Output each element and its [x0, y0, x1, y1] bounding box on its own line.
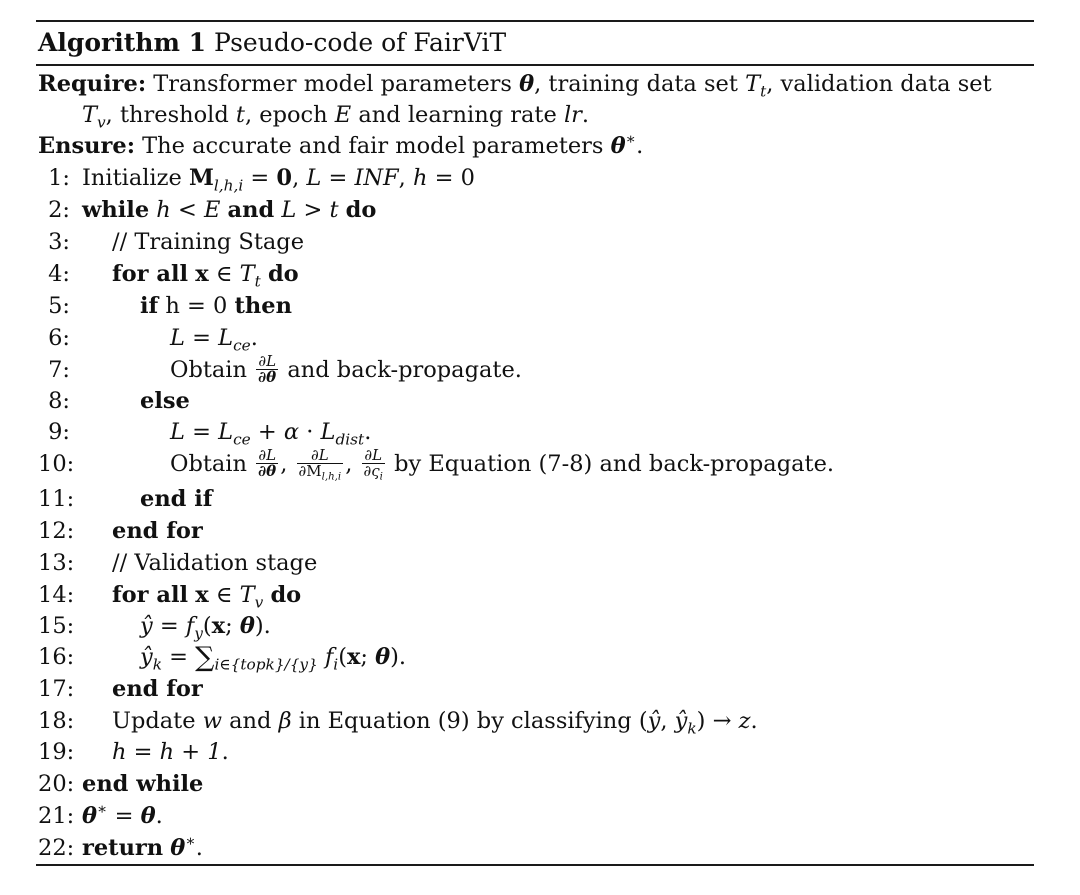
caption-rule [36, 64, 1034, 66]
line-number: 1: [48, 165, 70, 191]
algo-line-4: 4: for all x ∈ $T_t$ do [48, 261, 299, 291]
fraction: $\frac{\partial L}{\partial\varsigma_i}$ [363, 445, 383, 483]
algo-line-19: 19: h = h + 1. [38, 739, 229, 765]
algo-line-8: 8: else [48, 388, 190, 414]
algo-line-20: 20: end while [38, 771, 204, 797]
algorithm-label: Algorithm 1 [38, 28, 206, 57]
ensure-label: Ensure: [38, 133, 136, 159]
comment: // Training Stage [112, 229, 305, 255]
summation-symbol: ∑ [195, 642, 215, 673]
algo-line-17: 17: end for [38, 676, 203, 702]
algo-line-18: 18: Update w and β in Equation (9) by classifying (ŷ, $ŷ_k) \to z$. [38, 708, 758, 738]
algo-line-12: 12: end for [38, 518, 203, 544]
algo-line-16: 16: $ŷ_k = \sum_{i\in\{topk\}/\{y\}}$ $f_i(x$; θ). [38, 642, 407, 674]
top-rule [36, 20, 1034, 22]
algorithm-title: Pseudo-code of FairViT [213, 28, 507, 57]
require-line-1: Require: Transformer model parameters θ, training data set $T_t$, validation data set [38, 71, 992, 101]
ensure-line: Ensure: The accurate and fair model parameters θ∗. [38, 129, 644, 159]
fraction: $\frac{\partial L}{\partial\theta}$ [258, 351, 277, 386]
bottom-rule [36, 864, 1034, 866]
algo-line-14: 14: for all x ∈ $T_v$ do [38, 582, 302, 612]
algo-line-13: 13: // Validation stage [0, 547, 1080, 579]
algo-line-22: 22: return θ∗. [38, 831, 203, 861]
algo-line-5: 5: if h = 0 then [48, 293, 292, 319]
algo-line-9: 9: $L = L_{ce} + \alpha \cdot L_{dist}$. [48, 419, 372, 449]
algo-line-15: 15: ŷ = $f_y(x$; θ). [38, 613, 271, 643]
comment: // Validation stage [112, 550, 318, 576]
algo-line-10: 10: Obtain $\frac{\partial L}{\partial\theta}$ , $\frac{\partial L}{\partial M_{l,h,i}}$ , $\frac{\partial L}{\partial\varsigma_i}$ by Equation (7-8) and back-propagate. [38, 445, 835, 483]
algo-line-11: 11: end if [38, 486, 213, 512]
require-label: Require: [38, 71, 147, 97]
algo-line-6: 6: $L = L_{ce}$. [48, 325, 258, 355]
fraction: $\frac{\partial L}{\partial M_{l,h,i}}$ [298, 445, 342, 483]
algo-line-1: 1: Initialize $M_{l,h,i} = 0$, L = INF, h = 0 [0, 162, 1080, 194]
algorithm-caption [38, 24, 506, 62]
algo-line-21: 21: θ∗ = θ. [38, 799, 163, 829]
algo-line-2: 2: while h < E and L > t do [48, 197, 377, 223]
fraction: $\frac{\partial L}{\partial\theta}$ [258, 445, 277, 480]
theta-symbol: θ [519, 71, 535, 97]
require-line-2: $T_v$, threshold t, epoch E and learning rate lr. [82, 102, 590, 132]
algo-line-7: 7: Obtain $\frac{\partial L}{\partial\theta}$ and back-propagate. [48, 351, 522, 386]
algo-line-3: 3: // Training Stage [0, 226, 1080, 258]
